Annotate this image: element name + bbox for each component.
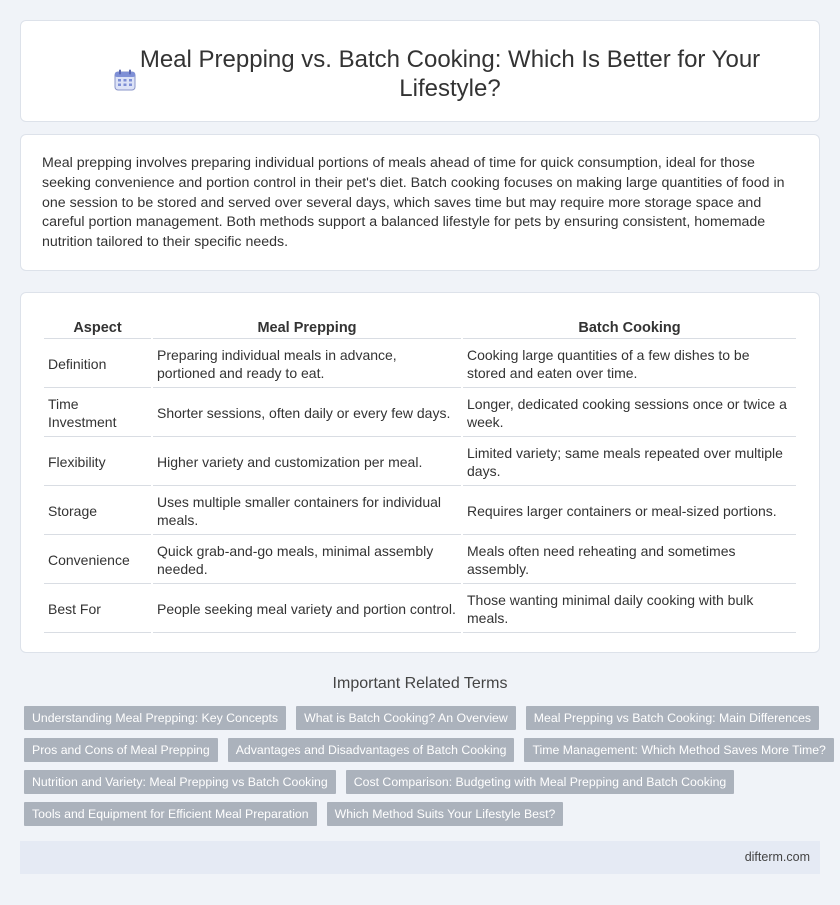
table-row <box>44 390 796 437</box>
footer-site-name[interactable]: difterm.com <box>744 850 810 864</box>
table-cell-aspect: Time Investment <box>44 390 151 437</box>
table-header-row <box>44 309 796 339</box>
table-cell-meal-prepping: Higher variety and customization per meal. <box>153 439 461 486</box>
table-cell-batch-cooking: Requires larger containers or meal-sized portions. <box>463 488 796 535</box>
related-term-link[interactable]: Time Management: Which Method Saves More Time? <box>524 738 833 762</box>
related-term-link[interactable]: Tools and Equipment for Efficient Meal Preparation <box>24 802 317 826</box>
tag-row <box>24 706 824 730</box>
table-cell-aspect: Convenience <box>44 537 151 584</box>
comparison-card <box>20 292 820 653</box>
table-row <box>44 537 796 584</box>
table-cell-aspect: Storage <box>44 488 151 535</box>
table-row <box>44 488 796 535</box>
table-cell-meal-prepping: Uses multiple smaller containers for individual meals. <box>153 488 461 535</box>
table-cell-meal-prepping: Shorter sessions, often daily or every few days. <box>153 390 461 437</box>
related-term-link[interactable]: Which Method Suits Your Lifestyle Best? <box>327 802 564 826</box>
title-card <box>20 20 820 122</box>
table-cell-meal-prepping: People seeking meal variety and portion control. <box>153 586 461 633</box>
related-term-link[interactable]: What is Batch Cooking? An Overview <box>296 706 516 730</box>
table-cell-meal-prepping: Quick grab-and-go meals, minimal assembly needed. <box>153 537 461 584</box>
header-batch-cooking: Batch Cooking <box>463 309 796 339</box>
related-term-link[interactable]: Meal Prepping vs Batch Cooking: Main Differences <box>526 706 819 730</box>
comparison-table <box>42 307 798 635</box>
related-terms-list <box>24 706 824 834</box>
table-cell-batch-cooking: Meals often need reheating and sometimes assembly. <box>463 537 796 584</box>
table-cell-batch-cooking: Those wanting minimal daily cooking with bulk meals. <box>463 586 796 633</box>
header-meal-prepping: Meal Prepping <box>153 309 461 339</box>
intro-paragraph: Meal prepping involves preparing individual portions of meals ahead of time for quick consumption, ideal for those seeking convenience and portion control in their pet's diet. Batch cooking focuses on making large quantities of food in one session to be stored and served over several days, which saves time but may require more storage space and careful portion management. Both methods support a balanced lifestyle for pets by ensuring consistent, homemade nutrition tailored to their specific needs. <box>42 155 785 251</box>
table-row <box>44 341 796 388</box>
table-cell-aspect: Best For <box>44 586 151 633</box>
table-cell-batch-cooking: Limited variety; same meals repeated over multiple days. <box>463 439 796 486</box>
related-terms-heading: Important Related Terms <box>332 675 508 692</box>
table-row <box>44 586 796 633</box>
table-cell-aspect: Definition <box>44 341 151 388</box>
tag-row <box>24 770 824 794</box>
table-cell-aspect: Flexibility <box>44 439 151 486</box>
table-row <box>44 439 796 486</box>
tag-row <box>24 738 824 762</box>
table-cell-batch-cooking: Cooking large quantities of a few dishes to be stored and eaten over time. <box>463 341 796 388</box>
related-term-link[interactable]: Understanding Meal Prepping: Key Concepts <box>24 706 286 730</box>
header-aspect: Aspect <box>44 309 151 339</box>
related-term-link[interactable]: Pros and Cons of Meal Prepping <box>24 738 218 762</box>
related-term-link[interactable]: Nutrition and Variety: Meal Prepping vs Batch Cooking <box>24 770 336 794</box>
tag-row <box>24 802 824 826</box>
footer <box>20 841 820 874</box>
page-title: Meal Prepping vs. Batch Cooking: Which Is Better for Your Lifestyle? <box>139 46 761 102</box>
intro-card <box>20 134 820 271</box>
related-term-link[interactable]: Advantages and Disadvantages of Batch Cooking <box>228 738 515 762</box>
related-term-link[interactable]: Cost Comparison: Budgeting with Meal Prepping and Batch Cooking <box>346 770 735 794</box>
table-cell-batch-cooking: Longer, dedicated cooking sessions once or twice a week. <box>463 390 796 437</box>
table-cell-meal-prepping: Preparing individual meals in advance, portioned and ready to eat. <box>153 341 461 388</box>
